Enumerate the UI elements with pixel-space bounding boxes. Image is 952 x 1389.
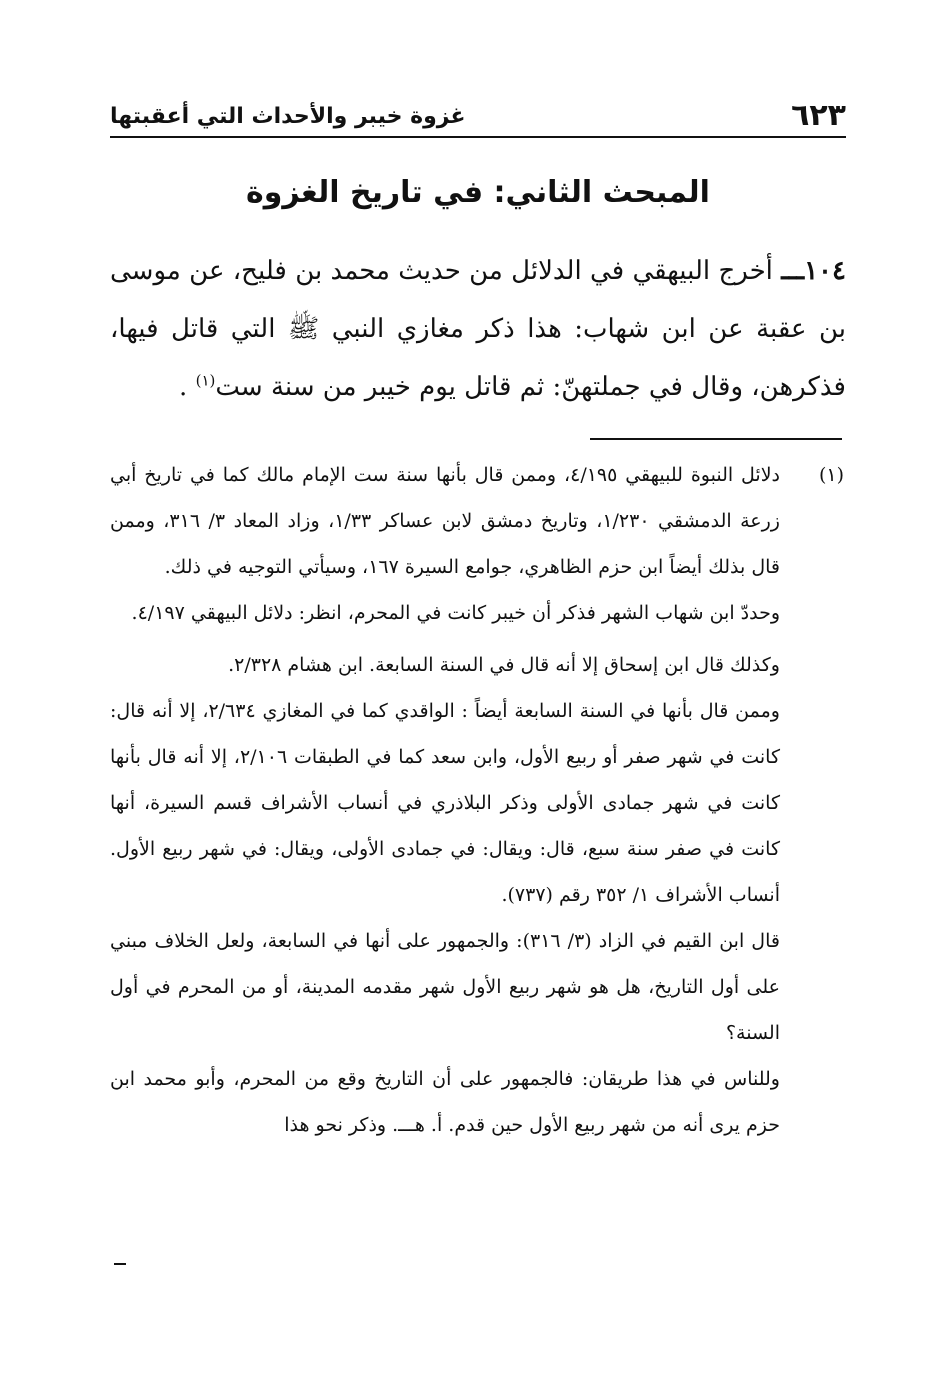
footnote-paragraph: وممن قال بأنها في السنة السابعة أيضاً : الواقدي كما في المغازي ٢/٦٣٤، إلا أنه قال: كانت في شهر صفر أو ربيع الأول، وابن سعد كما في الطبقات ٢/١٠٦، إلا أنه قال بأنها كانت في شهر جمادى الأولى وذكر البلاذري في أنساب الأشراف قسم السيرة، أنها كانت في صفر سنة سبع، قال: ويقال: في جمادى الأولى، ويقال: في شهر ربيع الأول. أنساب الأشراف ١/ ٣٥٢ رقم (٧٣٧). <box>110 700 781 906</box>
running-header <box>110 96 846 138</box>
page-number: ٦٢٣ <box>791 98 846 133</box>
main-text-end: . <box>179 372 196 402</box>
running-title: غزوة خيبر والأحداث التي أعقبتها <box>110 104 466 129</box>
main-text-body: أخرج البيهقي في الدلائل من حديث محمد بن فليح، عن موسى بن عقبة عن ابن شهاب: هذا ذكر مغازي النبي ﷺ التي قاتل فيها، فذكرهن، وقال في جملتهنّ: ثم قاتل يوم خيبر من سنة ست <box>110 256 846 402</box>
footnote-paragraph: وللناس في هذا طريقان: فالجمهور على أن التاريخ وقع من المحرم، وأبو محمد ابن حزم يرى أنه من شهر ربيع الأول حين قدم. أ. هـــ. وذكر نحو هذا <box>110 1068 780 1136</box>
footnote-marker: (١) <box>818 464 844 486</box>
item-number: ١٠٤ <box>804 256 846 286</box>
main-paragraph <box>110 242 846 416</box>
footnotes <box>110 452 844 1148</box>
continuation-mark <box>114 1263 126 1265</box>
footnote-paragraph: دلائل النبوة للبيهقي ٤/١٩٥، وممن قال بأنها سنة ست الإمام مالك كما في تاريخ أبي زرعة الدمشقي ١/٢٣٠، وتاريخ دمشق لابن عساكر ١/٣٣، وزاد المعاد ٣/ ٣١٦، وممن قال بذلك أيضاً ابن حزم الظاهري، جوامع السيرة ١٦٧، وسيأتي التوجيه في ذلك. <box>110 464 780 578</box>
item-dash: ـــ <box>781 256 805 286</box>
footnote-reference[interactable]: (١) <box>195 371 216 390</box>
section-heading: المبحث الثاني: في تاريخ الغزوة <box>246 175 710 210</box>
footnote-paragraph: قال ابن القيم في الزاد (٣/ ٣١٦): والجمهور على أنها في السابعة، ولعل الخلاف مبني على أول التاريخ، هل هو شهر ربيع الأول شهر مقدمه المدينة، أو من المحرم في أول السنة؟ <box>110 930 780 1044</box>
footnote-separator <box>590 438 842 440</box>
footnote-paragraph: وحددّ ابن شهاب الشهر فذكر أن خيبر كانت في المحرم، انظر: دلائل البيهقي ٤/١٩٧. <box>131 602 780 624</box>
footnote-paragraph: وكذلك قال ابن إسحاق إلا أنه قال في السنة السابعة. ابن هشام ٢/٣٢٨. <box>228 654 780 676</box>
footnote-1 <box>110 452 844 590</box>
